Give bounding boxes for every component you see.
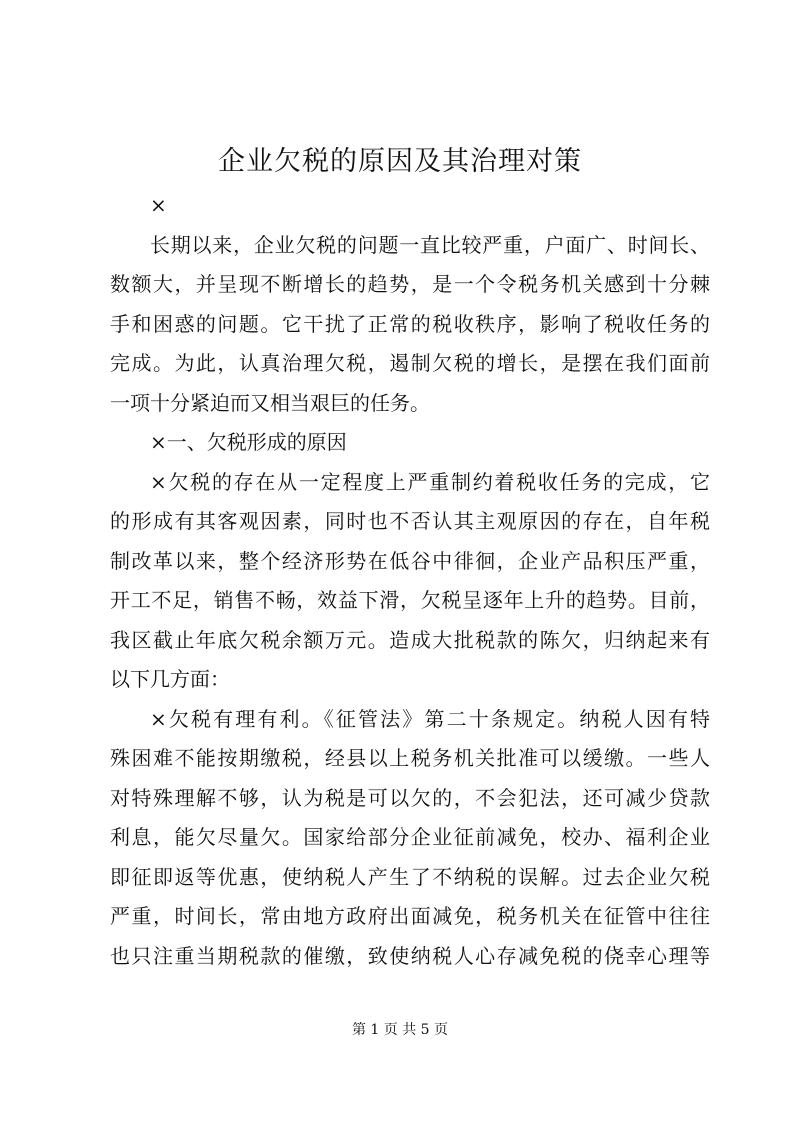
text-line: 殊困难不能按期缴税，经县以上税务机关批准可以缓缴。一些人 (110, 746, 710, 770)
text-line: 即征即返等优惠，使纳税人产生了不纳税的误解。过去企业欠税 (110, 864, 710, 889)
text-line: 我区截止年底欠税余额万元。造成大批税款的陈欠，归纳起来有 (110, 627, 710, 652)
text-line: 以下几方面： (110, 667, 230, 691)
text-line: 完成。为此，认真治理欠税，遏制欠税的增长，是摆在我们面前 (110, 351, 710, 375)
text-line: ×一、欠税形成的原因 (150, 430, 347, 454)
text-line: 长期以来，企业欠税的问题一直比较严重，户面广、时间长、 (150, 232, 710, 257)
document-body (110, 186, 710, 976)
text-line: ×欠税有理有利。《征管法》第二十条规定。纳税人因有特 (150, 706, 710, 731)
text-line: 对特殊理解不够，认为税是可以欠的，不会犯法，还可减少贷款 (110, 785, 710, 810)
text-line: ×欠税的存在从一定程度上严重制约着税收任务的完成，它 (150, 469, 710, 494)
page-title: 企业欠税的原因及其治理对策 (218, 146, 582, 177)
text-line: 制改革以来，整个经济形势在低谷中徘徊，企业产品积压严重， (110, 548, 710, 573)
text-line: 利息，能欠尽量欠。国家给部分企业征前减免，校办、福利企业 (110, 825, 710, 849)
text-line: 严重，时间长，常由地方政府出面减免，税务机关在征管中往往 (110, 904, 710, 928)
text-line: 也只注重当期税款的催缴，致使纳税人心存减免税的侥幸心理等 (110, 943, 710, 968)
text-line: 一项十分紧迫而又相当艰巨的任务。 (110, 390, 430, 415)
text-line: 数额大，并呈现不断增长的趋势，是一个令税务机关感到十分棘 (110, 272, 710, 296)
text-line: 手和困惑的问题。它干扰了正常的税收秩序，影响了税收任务的 (110, 311, 710, 336)
text-line: × (150, 193, 167, 217)
text-line: 开工不足，销售不畅，效益下滑，欠税呈逐年上升的趋势。目前， (110, 588, 710, 612)
page-footer: 第 1 页 共 5 页 (351, 1022, 449, 1038)
text-line: 的形成有其客观因素，同时也不否认其主观原因的存在，自年税 (110, 509, 710, 533)
